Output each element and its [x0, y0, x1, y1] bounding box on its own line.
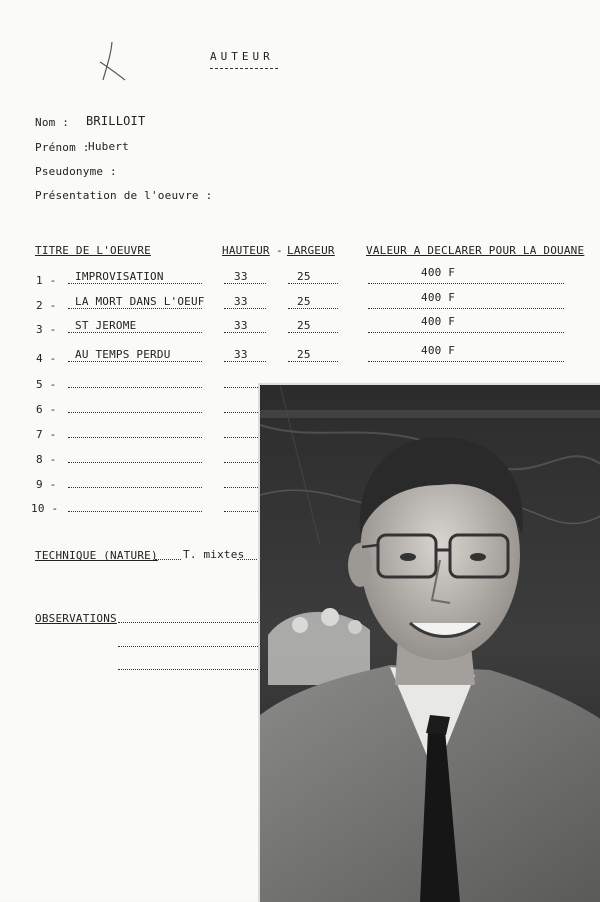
largeur-dotted-line [288, 360, 338, 362]
row-titre: AU TEMPS PERDU [75, 348, 171, 361]
header-hauteur: HAUTEUR [222, 244, 270, 257]
row-titre: IMPROVISATION [75, 270, 164, 283]
row-hauteur: 33 [234, 319, 248, 332]
nom-label: Nom : [35, 116, 70, 129]
titre-dotted-line [68, 436, 202, 438]
row-number: 9 - [36, 478, 57, 491]
observations-line-1 [118, 621, 258, 623]
row-number: 10 - [31, 502, 59, 515]
row-valeur: 400 F [421, 291, 456, 304]
row-valeur: 400 F [421, 344, 456, 357]
row-number: 7 - [36, 428, 57, 441]
row-number: 2 - [36, 299, 57, 312]
page-title: AUTEUR [210, 50, 274, 63]
dotted-line [155, 558, 181, 560]
row-titre: ST JEROME [75, 319, 137, 332]
title-underline [210, 68, 278, 69]
titre-dotted-line [68, 411, 202, 413]
valeur-dotted-line [368, 360, 564, 362]
header-separator: - [276, 244, 283, 257]
observations-line-3 [118, 668, 258, 670]
row-largeur: 25 [297, 319, 311, 332]
valeur-dotted-line [368, 307, 564, 309]
observations-label: OBSERVATIONS [35, 612, 117, 625]
largeur-dotted-line [288, 282, 338, 284]
row-number: 8 - [36, 453, 57, 466]
row-number: 4 - [36, 352, 57, 365]
hauteur-dotted-line [224, 510, 258, 512]
row-number: 3 - [36, 323, 57, 336]
titre-dotted-line [68, 486, 202, 488]
handwritten-cross-mark [98, 40, 128, 82]
hauteur-dotted-line [224, 436, 258, 438]
author-portrait-photo [258, 383, 600, 902]
titre-dotted-line [68, 510, 202, 512]
titre-dotted-line [68, 386, 202, 388]
pseudonyme-label: Pseudonyme : [35, 165, 117, 178]
header-titre: TITRE DE L'OEUVRE [35, 244, 151, 257]
row-largeur: 25 [297, 295, 311, 308]
row-largeur: 25 [297, 270, 311, 283]
hauteur-dotted-line [224, 461, 258, 463]
row-number: 1 - [36, 274, 57, 287]
dotted-line [237, 558, 259, 560]
titre-dotted-line [68, 461, 202, 463]
row-number: 6 - [36, 403, 57, 416]
largeur-dotted-line [288, 307, 338, 309]
technique-label: TECHNIQUE (NATURE) [35, 549, 158, 562]
observations-line-2 [118, 645, 258, 647]
hauteur-dotted-line [224, 411, 258, 413]
row-number: 5 - [36, 378, 57, 391]
valeur-dotted-line [368, 331, 564, 333]
row-valeur: 400 F [421, 315, 456, 328]
header-largeur: LARGEUR [287, 244, 335, 257]
row-hauteur: 33 [234, 270, 248, 283]
row-largeur: 25 [297, 348, 311, 361]
row-titre: LA MORT DANS L'OEUF [75, 295, 205, 308]
header-valeur: VALEUR A DECLARER POUR LA DOUANE [366, 244, 585, 257]
row-valeur: 400 F [421, 266, 456, 279]
largeur-dotted-line [288, 331, 338, 333]
valeur-dotted-line [368, 282, 564, 284]
technique-value: T. mixtes [183, 548, 245, 561]
portrait-illustration [260, 385, 600, 902]
hauteur-dotted-line [224, 486, 258, 488]
prenom-value: Hubert [88, 140, 129, 153]
row-hauteur: 33 [234, 348, 248, 361]
prenom-label: Prénom : [35, 141, 90, 154]
presentation-label: Présentation de l'oeuvre : [35, 189, 213, 202]
row-hauteur: 33 [234, 295, 248, 308]
nom-value: BRILLOIT [86, 114, 146, 128]
